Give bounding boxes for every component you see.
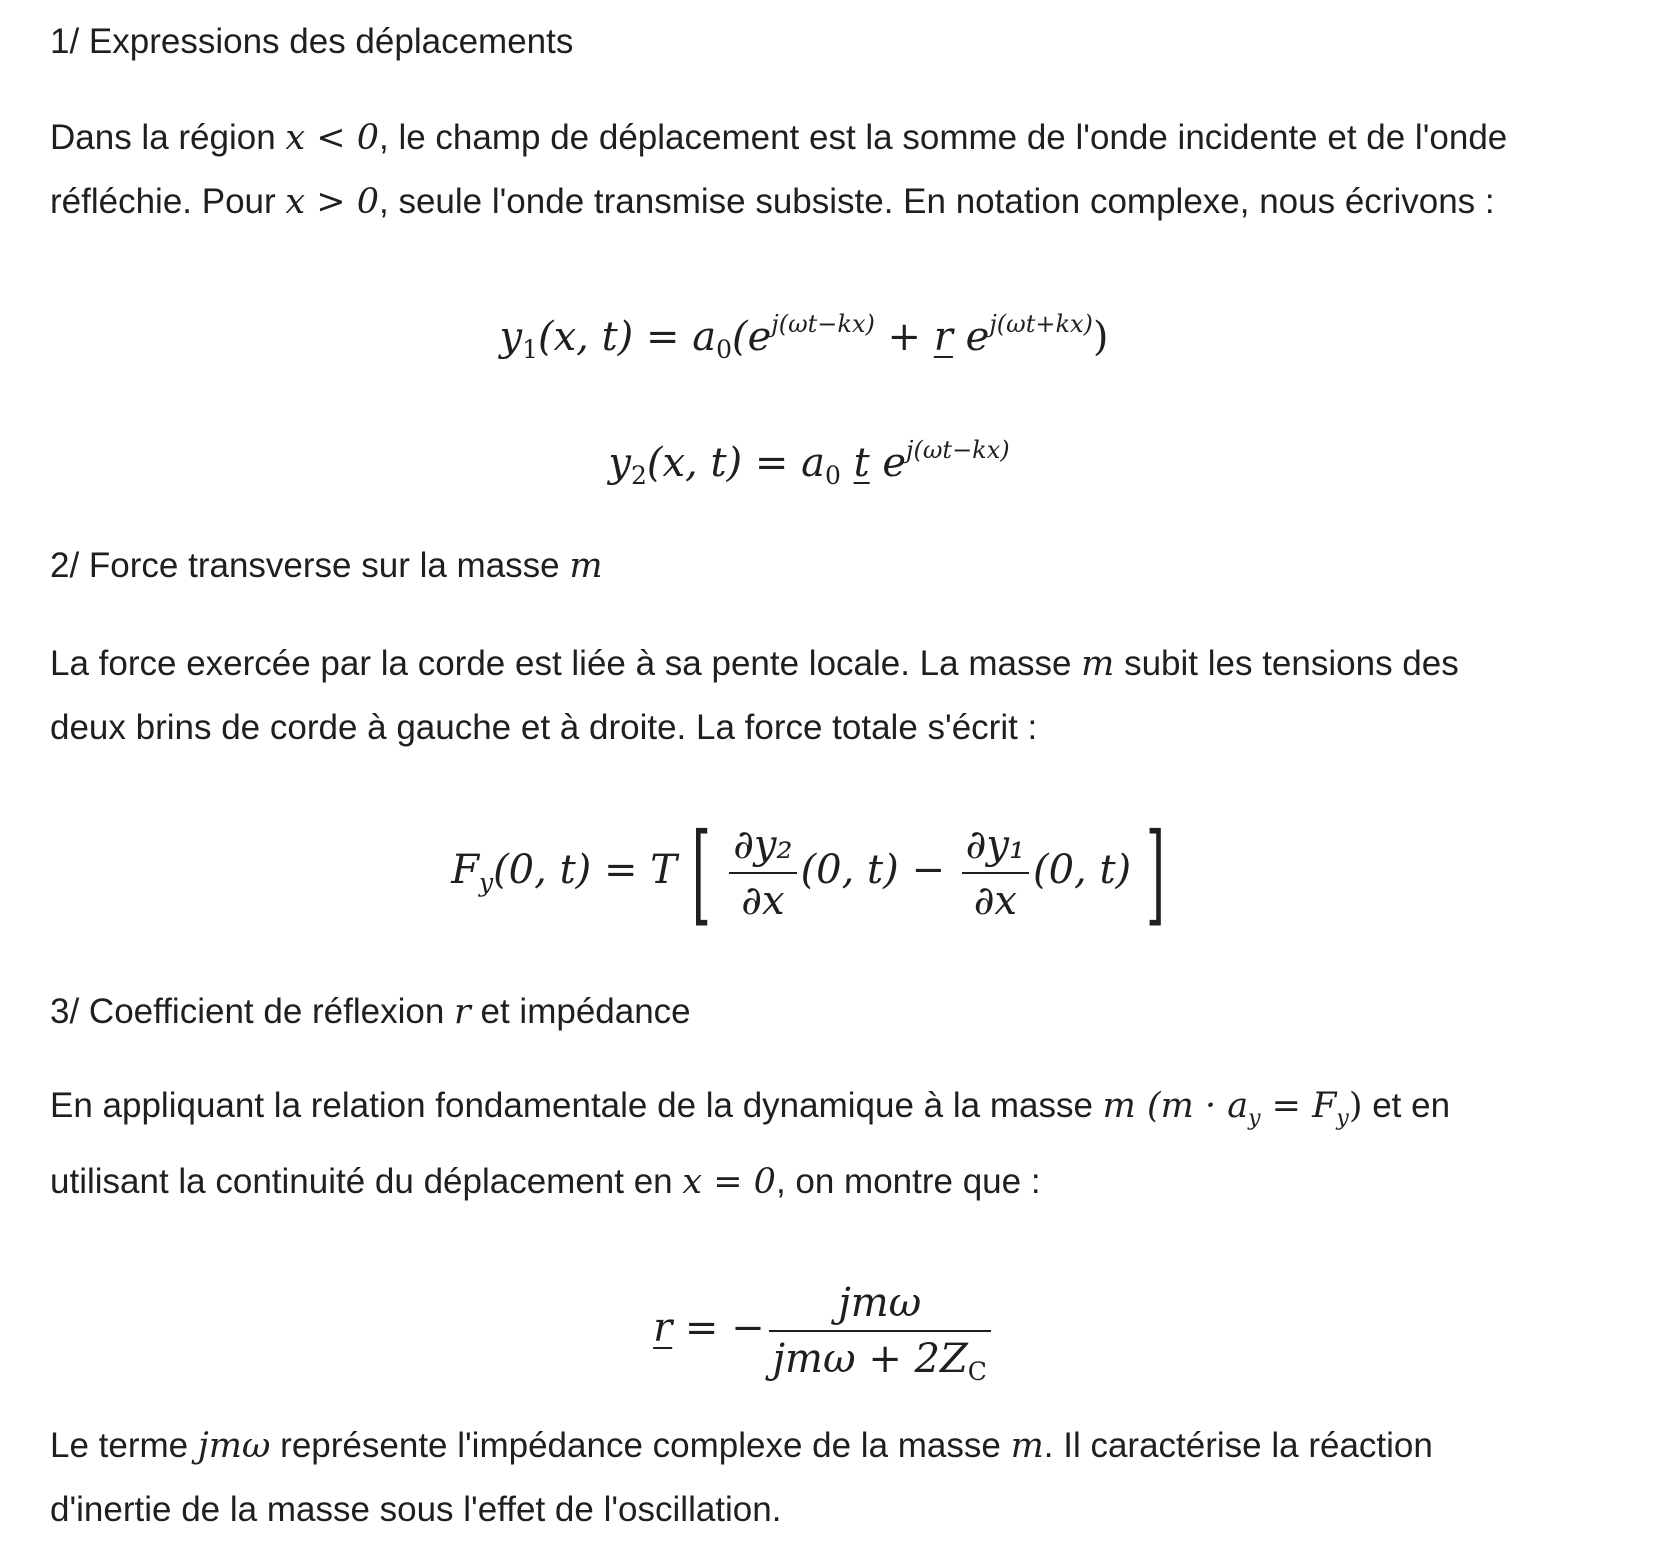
math-subscript: 0	[716, 335, 732, 364]
paragraph-force-intro	[50, 632, 1630, 759]
text-run: , on montre que :	[775, 1162, 1041, 1201]
fraction-numerator: ∂y₁	[962, 822, 1029, 874]
math-inline: x > 0	[285, 182, 379, 222]
math-inline: m	[569, 546, 603, 586]
math-exponent: j(ωt−kx)	[906, 436, 1010, 464]
math-inline: )	[1348, 1086, 1363, 1126]
math-run: (0, t) −	[800, 847, 958, 893]
text-run: représente l'impédance complexe de la masse	[270, 1426, 1011, 1465]
math-run: e	[952, 314, 990, 360]
math-inline: m	[1081, 644, 1115, 684]
fraction-numerator: ∂y₂	[729, 822, 796, 874]
math-operator: +	[874, 314, 934, 360]
math-inline: x = 0	[682, 1162, 776, 1202]
fraction-denominator: ∂x	[973, 878, 1017, 924]
math-exponent: j(ωt+kx)	[989, 310, 1093, 338]
paragraph-line	[50, 696, 1630, 759]
text-run: réfléchie. Pour	[50, 182, 286, 221]
equation-y2	[0, 436, 1678, 490]
math-subscript: 2	[630, 461, 647, 490]
section-heading-2	[50, 544, 603, 588]
math-run: e	[869, 440, 907, 486]
paragraph-line	[50, 1414, 1630, 1478]
math-run: )	[1092, 314, 1109, 360]
text-run: . Il caractérise la réaction	[1043, 1426, 1433, 1465]
math-symbol: F	[451, 847, 479, 893]
math-subscript: 1	[522, 335, 538, 364]
text-run: En appliquant la relation fondamentale de la dynamique à la masse	[50, 1086, 1103, 1125]
paragraph-displacement-intro	[50, 106, 1630, 234]
text-run: 3/ Coefficient de réflexion	[50, 992, 455, 1031]
section-heading-3	[50, 990, 691, 1034]
math-inline: (m · a	[1135, 1086, 1249, 1126]
math-complex-r: r	[933, 314, 953, 360]
paragraph-line	[50, 170, 1630, 234]
text-run: , seule l'onde transmise subsiste. En notation complexe, nous écrivons :	[379, 182, 1495, 221]
math-complex-r: r	[653, 1305, 673, 1351]
text-run: 2/ Force transverse sur la masse	[50, 546, 570, 585]
text-run: utilisant la continuité du déplacement en	[50, 1162, 683, 1201]
equation-y1	[0, 310, 1678, 364]
text-run: subit les tensions des	[1114, 644, 1459, 683]
paragraph-impedance-note	[50, 1414, 1630, 1541]
math-run: (x, t) = a	[538, 314, 717, 360]
text-run: Le terme	[50, 1426, 198, 1465]
math-run: (x, t) = a	[646, 440, 825, 486]
text-run: et en	[1362, 1086, 1451, 1125]
math-inline: r	[454, 992, 471, 1032]
math-subscript: y	[1336, 1106, 1349, 1131]
math-inline: m	[1010, 1426, 1044, 1466]
equation-reflection-coefficient	[0, 1280, 1678, 1386]
math-bracket-close: ]	[1145, 809, 1166, 937]
fraction-denominator	[769, 1332, 991, 1386]
math-symbol: y	[499, 314, 523, 360]
math-run: (0, t)	[1033, 847, 1132, 893]
math-inline: m	[1102, 1086, 1136, 1126]
math-fraction	[729, 822, 796, 924]
paragraph-line	[50, 1074, 1630, 1150]
text-run: Dans la région	[50, 118, 286, 157]
math-exponent: j(ωt−kx)	[771, 310, 875, 338]
math-complex-t: t	[853, 440, 870, 486]
fraction-numerator: jmω	[769, 1280, 991, 1332]
text-run: d'inertie de la masse sous l'effet de l'oscillation.	[50, 1490, 782, 1529]
paragraph-line	[50, 1478, 1630, 1541]
math-subscript: C	[967, 1357, 987, 1386]
math-subscript: y	[478, 868, 494, 897]
math-inline: = F	[1260, 1086, 1337, 1126]
paragraph-reflection-intro	[50, 1074, 1630, 1214]
math-inline: jmω	[197, 1426, 271, 1466]
math-bracket-open: [	[691, 809, 711, 937]
math-operator: = −	[672, 1305, 765, 1351]
section-heading-1: 1/ Expressions des déplacements	[50, 22, 574, 61]
math-fraction	[769, 1280, 991, 1386]
math-run: (e	[731, 314, 772, 360]
text-run: et impédance	[470, 992, 691, 1031]
paragraph-line	[50, 106, 1630, 170]
paragraph-line	[50, 632, 1630, 696]
text-run: , le champ de déplacement est la somme de l'onde incidente et de l'onde	[379, 118, 1508, 157]
math-subscript: y	[1248, 1106, 1261, 1131]
math-run: jmω + 2Z	[772, 1336, 968, 1382]
math-subscript: 0	[824, 461, 841, 490]
text-run: deux brins de corde à gauche et à droite. La force totale s'écrit :	[50, 708, 1038, 747]
fraction-denominator: ∂x	[741, 878, 785, 924]
text-run: La force exercée par la corde est liée à sa pente locale. La masse	[50, 644, 1082, 683]
math-fraction	[962, 822, 1029, 924]
math-run: (0, t) = T	[493, 847, 677, 893]
paragraph-line	[50, 1150, 1630, 1214]
math-symbol: y	[608, 440, 631, 486]
equation-force	[0, 809, 1678, 937]
math-inline: x < 0	[285, 118, 380, 158]
